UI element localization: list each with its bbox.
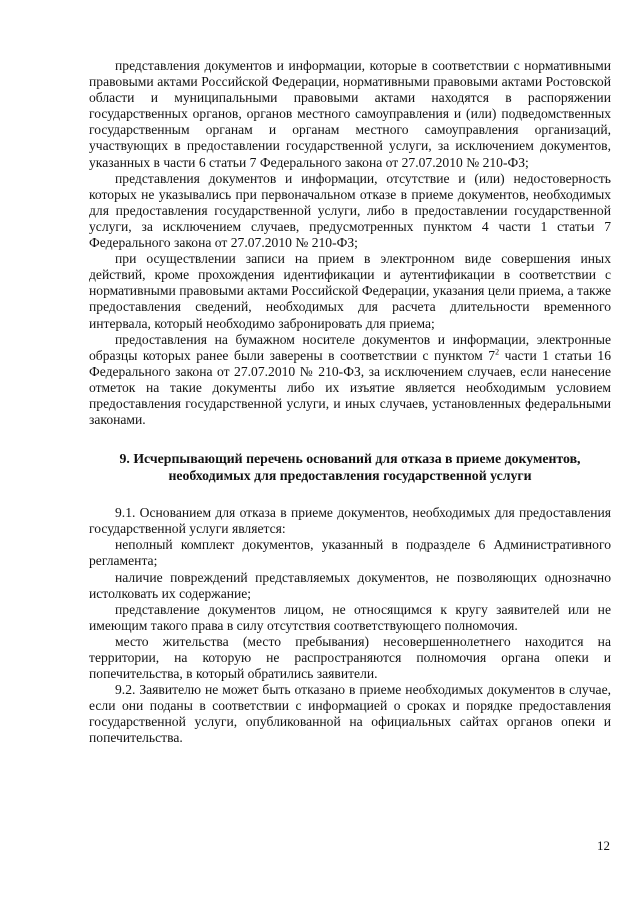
paragraph: место жительства (место пребывания) несовершеннолетнего находится на территории, на которую не распространяются полномочия органа опеки и попечительства, в который обратились заявители. — [89, 633, 611, 682]
paragraph: представления документов и информации, отсутствие и (или) недостоверность которых не указывались при первоначальном отказе в приеме документов, необходимых для предоставления государственной услуги, либо в предоставлении государственной услуги, за исключением случаев, предусмотренных пунктом 4 части 1 статьи 7 Федерального закона от 27.07.2010 № 210-ФЗ; — [89, 170, 611, 251]
paragraph: неполный комплект документов, указанный в подразделе 6 Административного регламента; — [89, 537, 611, 569]
page-number: 12 — [597, 838, 610, 853]
paragraph-with-footnote-ref — [89, 332, 611, 429]
section-heading-line-1: 9. Исчерпывающий перечень оснований для отказа в приеме документов, — [119, 451, 581, 467]
section-heading-line-2: необходимых для предоставления государственной услуги — [168, 468, 532, 484]
paragraph: наличие повреждений представляемых документов, не позволяющих однозначно истолковать их содержание; — [89, 569, 611, 601]
paragraph: представление документов лицом, не относящимся к кругу заявителей или не имеющим такого права в силу отсутствия соответствующего полномочия. — [89, 601, 611, 633]
superscript: 2 — [495, 347, 500, 357]
document-body — [89, 58, 611, 747]
paragraph: представления документов и информации, которые в соответствии с нормативными правовыми актами Российской Федерации, нормативными правовыми актами Ростовской области и муниципальными правовыми актами находятся в распоряжении государственных органов, органов местного самоуправления и (или) подведомственных государственным органам и органам местного самоуправления организаций, участвующих в предоставлении государственной услуги, за исключением документов, указанных в части 6 статьи 7 Федерального закона от 27.07.2010 № 210-ФЗ; — [89, 58, 611, 170]
paragraph-text: предоставления на бумажном носителе документов и информации, электронные образцы которых ранее были заверены в соответствии с пунктом 7 — [89, 331, 611, 363]
section-heading — [89, 450, 611, 484]
paragraph: 9.1. Основанием для отказа в приеме документов, необходимых для предоставления государственной услуги является: — [89, 505, 611, 537]
paragraph: при осуществлении записи на прием в электронном виде совершения иных действий, кроме прохождения идентификации и аутентификации в соответствии с нормативными правовыми актами Российской Федерации, указания цели приема, а также предоставления сведений, необходимых для расчета длительности временного интервала, который необходимо забронировать для приема; — [89, 251, 611, 331]
paragraph: 9.2. Заявителю не может быть отказано в приеме необходимых документов в случае, если они поданы в соответствии с информацией о сроках и порядке предоставления государственной услуги, опубликованной на официальных сайтах органов опеки и попечительства. — [89, 682, 611, 746]
paragraph-text-continued: части 1 статьи 16 Федерального закона от 27.07.2010 № 210-ФЗ, за исключением случаев, если нанесение отметок на такие документы либо их изъятие является необходимым условием предоставления государственной услуги, и иных случаев, установленных федеральными законами. — [89, 347, 611, 428]
